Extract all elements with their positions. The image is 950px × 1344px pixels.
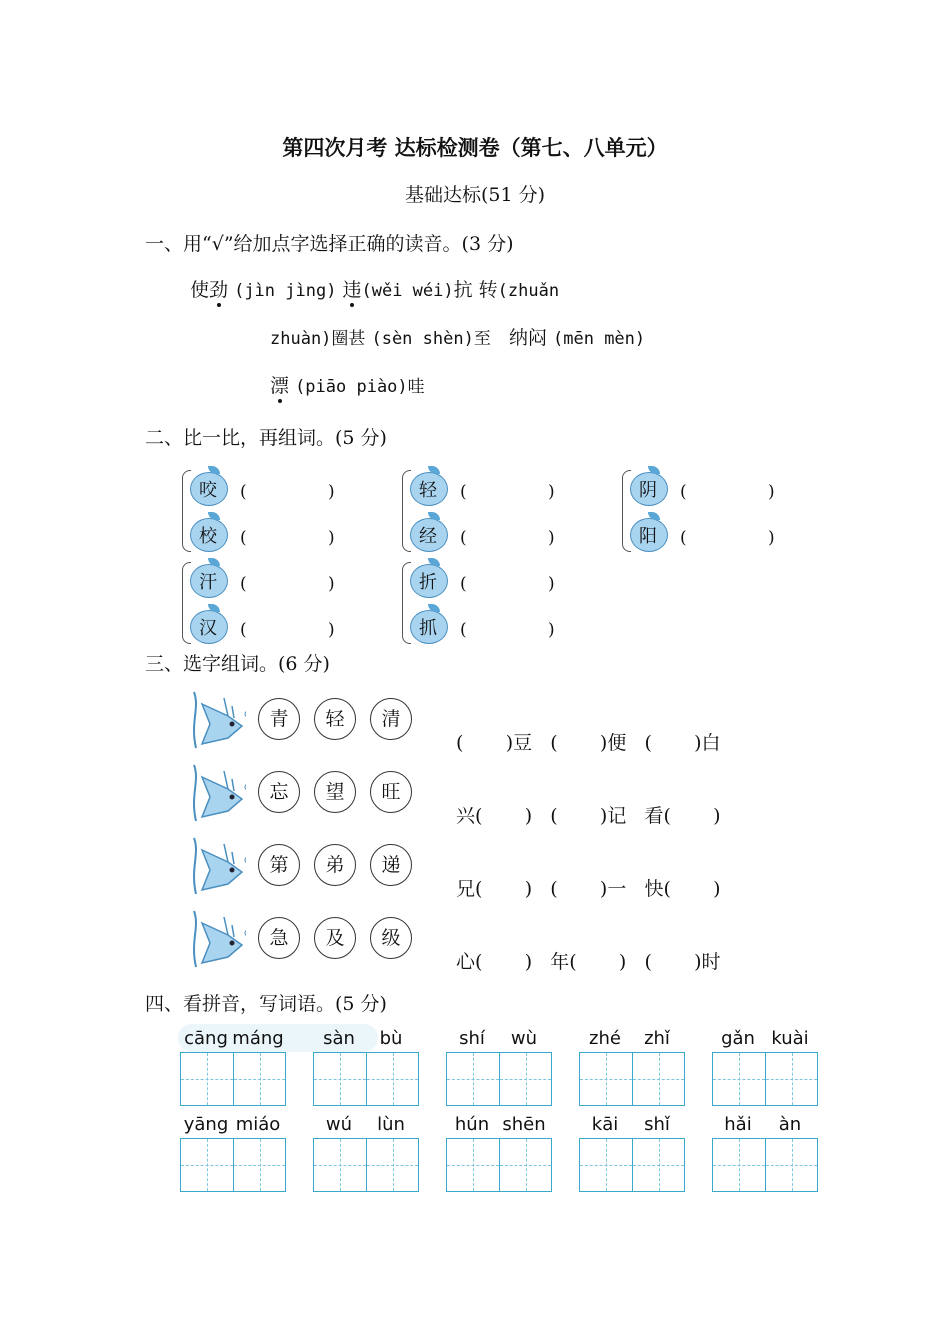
pinyin-syllable: gǎn: [721, 1028, 755, 1049]
answer-paren-close: ): [548, 574, 555, 594]
apple-char-label: 抓: [419, 618, 437, 639]
apple-char: [188, 604, 228, 644]
pinyin-syllable: hún: [454, 1114, 490, 1135]
apple-char-label: 汗: [199, 572, 217, 593]
apple-char-label: 轻: [419, 480, 437, 501]
fish-icon: [188, 834, 246, 900]
char-bubble[interactable]: 青: [258, 698, 300, 740]
apple-char: [408, 558, 448, 598]
apple-char-label: 折: [419, 572, 437, 593]
writing-grid[interactable]: [313, 1052, 419, 1106]
writing-grid[interactable]: [313, 1138, 419, 1192]
pinyin-option-wei: (wěi wéi): [361, 281, 454, 301]
writing-grid[interactable]: [180, 1138, 286, 1192]
apple-char: [408, 512, 448, 552]
answer-paren-close: ): [768, 528, 775, 548]
pinyin-zhuan-end: zhuàn)圈甚: [270, 329, 366, 349]
answer-paren-close: ): [328, 620, 335, 640]
fish-icon: [188, 761, 246, 827]
writing-cell[interactable]: [765, 1053, 817, 1105]
pinyin-syllable: cāng: [184, 1028, 228, 1049]
apple-char-label: 汉: [199, 618, 217, 639]
char-bubble[interactable]: 弟: [314, 844, 356, 886]
section4-heading: 四、看拼音，写词语。(5 分): [145, 993, 387, 1015]
pinyin-syllable: shí: [459, 1028, 485, 1049]
fish-icon: [188, 907, 246, 973]
word-namen: 纳闷: [508, 327, 547, 349]
answer-paren-open[interactable]: (: [240, 482, 247, 502]
pinyin-option-zhuan: (zhuǎn: [497, 281, 560, 301]
pinyin-syllable: zhé: [589, 1028, 621, 1049]
fish-icon: [188, 688, 246, 754]
pinyin-syllable: shǐ: [644, 1114, 670, 1135]
pinyin-syllable: yāng: [183, 1114, 229, 1135]
section1-heading: 一、用“√”给加点字选择正确的读音。(3 分): [145, 233, 514, 255]
section3-heading: 三、选字组词。(6 分): [145, 653, 330, 675]
pinyin-syllable: bù: [379, 1028, 403, 1049]
apple-char-label: 校: [199, 526, 217, 547]
answer-paren-close: ): [548, 620, 555, 640]
char-bubble[interactable]: 望: [314, 771, 356, 813]
section1-line3: [270, 371, 425, 398]
writing-grid[interactable]: [712, 1138, 818, 1192]
answer-paren-close: ): [328, 528, 335, 548]
pinyin-syllable: lùn: [377, 1114, 405, 1135]
dotted-char-jin: 劲: [209, 279, 229, 301]
writing-cell[interactable]: [499, 1139, 551, 1191]
pinyin-syllable: kuài: [771, 1028, 809, 1049]
char-bubble[interactable]: 急: [258, 917, 300, 959]
apple-char-label: 阳: [639, 526, 657, 547]
writing-grid[interactable]: [579, 1138, 685, 1192]
answer-paren-open[interactable]: (: [240, 528, 247, 548]
writing-cell[interactable]: [314, 1053, 366, 1105]
writing-cell[interactable]: [233, 1053, 285, 1105]
page-subtitle: 基础达标(51 分): [404, 184, 546, 206]
fill-in-row[interactable]: ( )豆 ( )便 ( )白: [456, 732, 721, 754]
dotted-char-wei: 违: [342, 279, 362, 301]
pinyin-option-men: (mēn mèn): [553, 329, 646, 349]
writing-cell[interactable]: [713, 1053, 765, 1105]
apple-char-label: 咬: [199, 480, 217, 501]
word-kang-zhuan: 抗 转: [453, 279, 498, 301]
fill-in-row[interactable]: 兴( ) ( )记 看( ): [456, 805, 721, 827]
answer-paren-open[interactable]: (: [460, 574, 467, 594]
writing-grid[interactable]: [579, 1052, 685, 1106]
char-bubble[interactable]: 第: [258, 844, 300, 886]
answer-paren-open[interactable]: (: [460, 482, 467, 502]
char-bubble[interactable]: 旺: [370, 771, 412, 813]
apple-char: [628, 512, 668, 552]
apple-char-label: 阴: [639, 480, 657, 501]
writing-cell[interactable]: [713, 1139, 765, 1191]
pinyin-option-jin: (jìn jìng): [234, 281, 337, 301]
writing-cell[interactable]: [632, 1139, 684, 1191]
section1-line2: [270, 323, 645, 350]
writing-cell[interactable]: [580, 1053, 632, 1105]
pinyin-syllable: àn: [778, 1114, 802, 1135]
pinyin-syllable: miáo: [235, 1114, 281, 1135]
writing-grid[interactable]: [446, 1138, 552, 1192]
writing-cell[interactable]: [632, 1053, 684, 1105]
writing-grid[interactable]: [446, 1052, 552, 1106]
pinyin-option-piao: (piāo piào)哇: [295, 377, 425, 397]
apple-char: [188, 558, 228, 598]
writing-cell[interactable]: [366, 1053, 418, 1105]
fill-in-row[interactable]: 兄( ) ( )一 快( ): [456, 878, 721, 900]
writing-cell[interactable]: [233, 1139, 285, 1191]
pinyin-syllable: kāi: [591, 1114, 619, 1135]
pinyin-syllable: wú: [325, 1114, 353, 1135]
writing-grid[interactable]: [180, 1052, 286, 1106]
char-bubble[interactable]: 忘: [258, 771, 300, 813]
writing-cell[interactable]: [447, 1139, 499, 1191]
writing-cell[interactable]: [181, 1139, 233, 1191]
apple-char: [188, 512, 228, 552]
char-bubble[interactable]: 级: [370, 917, 412, 959]
pinyin-syllable: wù: [510, 1028, 538, 1049]
section2-heading: 二、比一比，再组词。(5 分): [145, 427, 387, 449]
apple-char: [408, 466, 448, 506]
char-bubble[interactable]: 递: [370, 844, 412, 886]
apple-char-label: 经: [419, 526, 437, 547]
pinyin-option-shen: (sèn shèn)至: [371, 329, 491, 349]
pinyin-syllable: shēn: [502, 1114, 546, 1135]
answer-paren-close: ): [548, 482, 555, 502]
writing-cell[interactable]: [366, 1139, 418, 1191]
char-bubble[interactable]: 及: [314, 917, 356, 959]
writing-cell[interactable]: [447, 1053, 499, 1105]
answer-paren-close: ): [328, 574, 335, 594]
apple-char: [188, 466, 228, 506]
page-title: 第四次月考 达标检测卷（第七、八单元）: [282, 136, 668, 160]
answer-paren-open[interactable]: (: [460, 528, 467, 548]
pinyin-syllable: sàn: [323, 1028, 355, 1049]
writing-cell[interactable]: [765, 1139, 817, 1191]
char-bubble[interactable]: 清: [370, 698, 412, 740]
answer-paren-close: ): [328, 482, 335, 502]
pinyin-syllable: hǎi: [724, 1114, 752, 1135]
pinyin-syllable: zhǐ: [644, 1028, 670, 1049]
answer-paren-open[interactable]: (: [680, 482, 687, 502]
writing-cell[interactable]: [314, 1139, 366, 1191]
pinyin-syllable: máng: [232, 1028, 284, 1049]
answer-paren-open[interactable]: (: [460, 620, 467, 640]
word-shi: 使: [190, 279, 210, 301]
writing-grid[interactable]: [712, 1052, 818, 1106]
writing-cell[interactable]: [580, 1139, 632, 1191]
answer-paren-open[interactable]: (: [240, 620, 247, 640]
writing-cell[interactable]: [499, 1053, 551, 1105]
answer-paren-open[interactable]: (: [240, 574, 247, 594]
dotted-char-piao: 漂: [270, 375, 290, 397]
apple-char: [628, 466, 668, 506]
char-bubble[interactable]: 轻: [314, 698, 356, 740]
answer-paren-open[interactable]: (: [680, 528, 687, 548]
fill-in-row[interactable]: 心( ) 年( ) ( )时: [456, 951, 721, 973]
answer-paren-close: ): [768, 482, 775, 502]
answer-paren-close: ): [548, 528, 555, 548]
apple-char: [408, 604, 448, 644]
writing-cell[interactable]: [181, 1053, 233, 1105]
section1-line1: [190, 275, 559, 302]
